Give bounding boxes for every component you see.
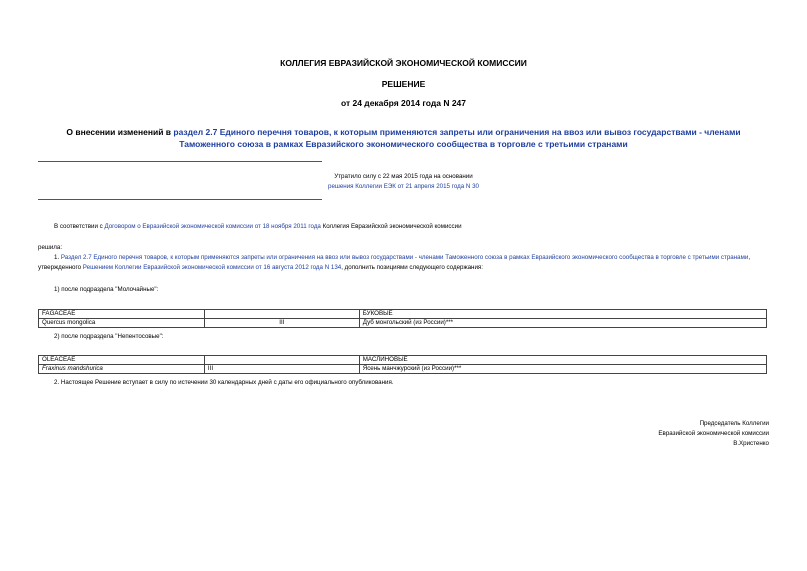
appendix-cell: III: [204, 319, 359, 328]
item-1-number: 1.: [54, 254, 61, 261]
doc-type-heading: РЕШЕНИЕ: [381, 79, 426, 89]
latin-species-cell: Fraxinus mandshurica: [39, 365, 205, 374]
latin-family-cell: FAGACEAE: [39, 310, 205, 319]
divider-bottom: [38, 199, 322, 200]
section-link[interactable]: Раздел 2.7 Единого перечня товаров, к которым применяются запреты или ограничения на ввоз или вывоз государствами - членами Таможенного союза в рамках Евразийского экономического сообщества в торговле с третьими странами: [60, 254, 749, 261]
notice-line: Утратило силу с 22 мая 2015 года на основании: [334, 173, 473, 180]
document-title: [40, 126, 767, 150]
decision-134-link[interactable]: Решением Коллегии Евразийской экономической комиссии от 16 августа 2012 года N 134: [82, 264, 342, 271]
table-row: [39, 310, 767, 319]
table-fagaceae: [38, 309, 767, 328]
appendix-cell: [204, 356, 359, 365]
divider-top: [38, 161, 322, 162]
signature-name: В.Христенко: [733, 440, 769, 447]
appendix-cell: [204, 310, 359, 319]
latin-family-cell: OLEACEAE: [39, 356, 205, 365]
item-1-suffix: , дополнить позициями следующего содержания:: [341, 264, 484, 271]
notice-decision-link[interactable]: решения Коллегии ЕЭК от 21 апреля 2015 года N 30: [328, 183, 479, 190]
date-number-heading: от 24 декабря 2014 года N 247: [340, 98, 467, 108]
signature-block: [658, 419, 769, 449]
latin-species-cell: Quercus mongolica: [39, 319, 205, 328]
preamble-prefix: В соответствии с: [54, 223, 105, 230]
russian-family-cell: БУКОВЫЕ: [359, 310, 766, 319]
table-row: [39, 365, 767, 374]
item-1-paragraph: [38, 253, 769, 273]
signature-organization: Евразийской экономической комиссии: [658, 430, 769, 437]
table-row: [39, 319, 767, 328]
org-heading: КОЛЛЕГИЯ ЕВРАЗИЙСКОЙ ЭКОНОМИЧЕСКОЙ КОМИССИИ: [280, 58, 527, 68]
preamble: [54, 222, 774, 232]
table-row: [39, 356, 767, 365]
preamble-suffix: Коллегия Евразийской экономической комиссии: [320, 223, 462, 230]
item-2-paragraph: 2. Настоящее Решение вступает в силу по истечении 30 календарных дней с даты его официального опубликования.: [54, 379, 394, 386]
russian-species-cell: Дуб монгольский (из России)***: [359, 319, 766, 328]
item-1-middle: , утвержденного: [38, 254, 751, 271]
lost-force-notice: [0, 172, 807, 192]
appendix-cell: III: [204, 365, 359, 374]
russian-species-cell: Ясень манчжурский (из России)***: [359, 365, 766, 374]
title-prefix: О внесении изменений в: [66, 127, 174, 137]
decided-label: решила:: [38, 244, 63, 251]
subsection-1-label: 1) после подраздела "Молочайные":: [54, 286, 159, 293]
table-oleaceae: [38, 355, 767, 374]
treaty-link[interactable]: Договором о Евразийской экономической комиссии от 18 ноября 2011 года: [104, 223, 321, 230]
signature-position: Председатель Коллегии: [699, 420, 769, 427]
title-section-link[interactable]: раздел 2.7 Единого перечня товаров, к которым применяются запреты или ограничения на ввоз или вывоз государствами - членами Таможенного союза в рамках Евразийского экономического сообщества в торговле с третьими странами: [173, 127, 741, 149]
subsection-2-label: 2) после подраздела "Непентосовые":: [54, 333, 164, 340]
russian-family-cell: МАСЛИНОВЫЕ: [359, 356, 766, 365]
